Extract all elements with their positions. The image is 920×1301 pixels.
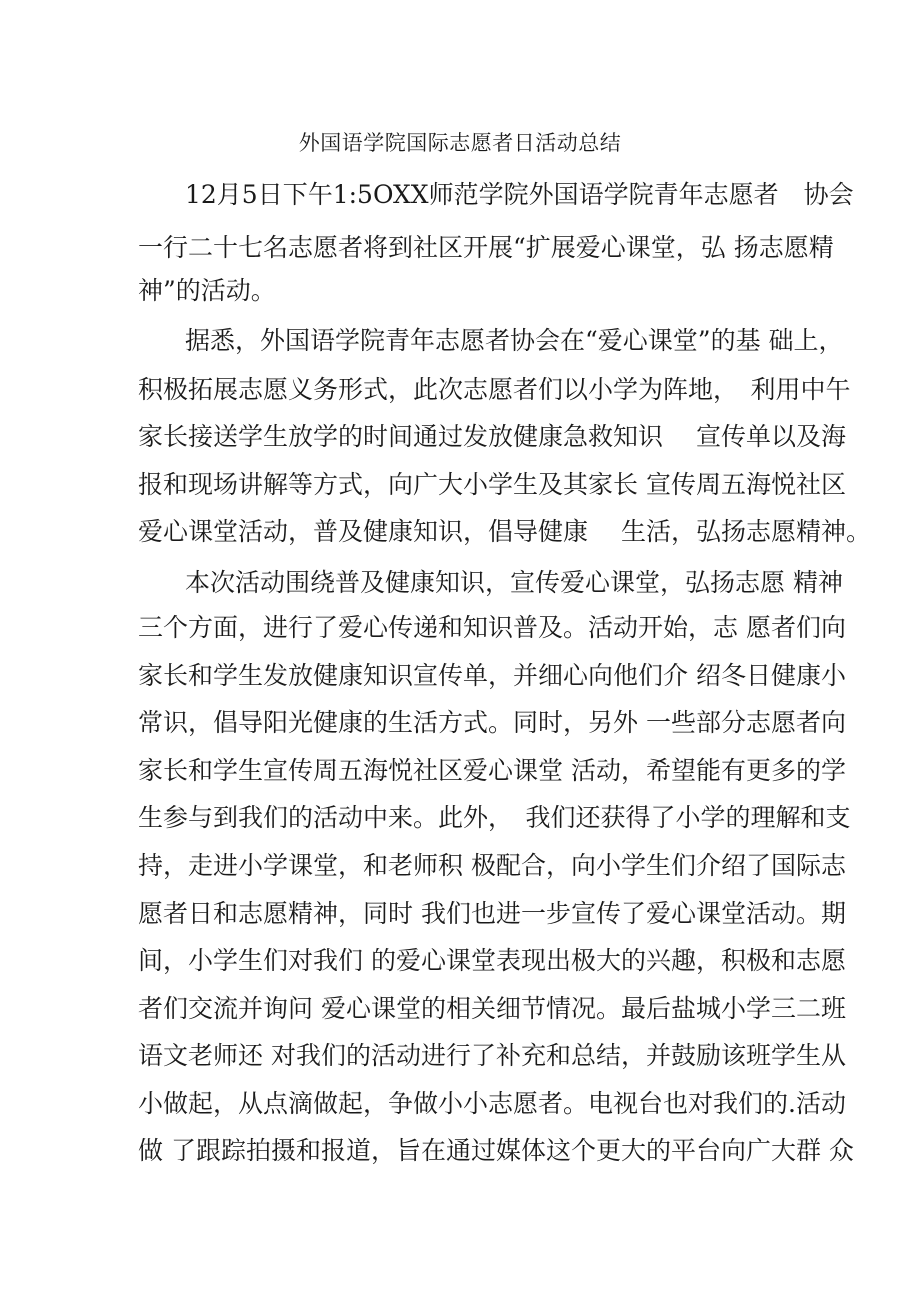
paragraph-2-line-4: 报和现场讲解等方式，向广大小学生及其家长 宣传周五海悦社区 <box>138 470 846 499</box>
paragraph-1-line-3: 神”的活动。 <box>138 276 276 305</box>
paragraph-3-line-11: 语文老师还 对我们的活动进行了补充和总结，并鼓励该班学生从 <box>138 1041 846 1070</box>
document-title: 外国语学院国际志愿者日活动总结 <box>298 131 622 155</box>
paragraph-3-line-13: 做 了跟踪拍摄和报道，旨在通过媒体这个更大的平台向广大群 众 <box>138 1136 854 1165</box>
paragraph-2-line-5: 爱心课堂活动，普及健康知识，倡导健康 生活，弘扬志愿精神。 <box>138 517 871 546</box>
paragraph-3-line-9: 间，小学生们对我们 的爱心课堂表现出极大的兴趣，积极和志愿 <box>138 946 846 975</box>
paragraph-3-line-3: 家长和学生发放健康知识宣传单，并细心向他们介 绍冬日健康小 <box>138 661 846 690</box>
paragraph-2-line-3: 家长接送学生放学的时间通过发放健康急救知识 宣传单以及海 <box>138 422 846 451</box>
paragraph-3-line-2: 三个方面，进行了爱心传递和知识普及。活动开始，志 愿者们向 <box>138 613 846 642</box>
paragraph-1-line-2: 一行二十七名志愿者将到社区开展“扩展爱心课堂，弘 扬志愿精 <box>138 233 834 262</box>
paragraph-3-line-7: 持，走进小学课堂，和老师积 极配合，向小学生们介绍了国际志 <box>138 851 846 880</box>
paragraph-3-line-4: 常识，倡导阳光健康的生活方式。同时，另外 一些部分志愿者向 <box>138 708 846 737</box>
paragraph-3-line-10: 者们交流并询问 爱心课堂的相关细节情况。最后盐城小学三二班 <box>138 994 846 1023</box>
paragraph-3-line-6: 生参与到我们的活动中来。此外， 我们还获得了小学的理解和支 <box>138 803 851 832</box>
paragraph-1-line-1: 12月5日下午1:5OXX师范学院外国语学院青年志愿者 协会 <box>185 180 854 209</box>
paragraph-2-line-2: 积极拓展志愿义务形式，此次志愿者们以小学为阵地， 利用中午 <box>138 375 851 404</box>
paragraph-3-line-12: 小做起，从点滴做起，争做小小志愿者。电视台也对我们的.活动 <box>138 1089 846 1118</box>
paragraph-3-line-5: 家长和学生宣传周五海悦社区爱心课堂 活动，希望能有更多的学 <box>138 756 846 785</box>
paragraph-2-line-1: 据悉，外国语学院青年志愿者协会在“爱心课堂”的基 础上， <box>185 326 844 355</box>
paragraph-3-line-8: 愿者日和志愿精神，同时 我们也进一步宣传了爱心课堂活动。期 <box>138 899 846 928</box>
paragraph-3-line-1: 本次活动围绕普及健康知识，宣传爱心课堂，弘扬志愿 精神 <box>185 568 843 597</box>
